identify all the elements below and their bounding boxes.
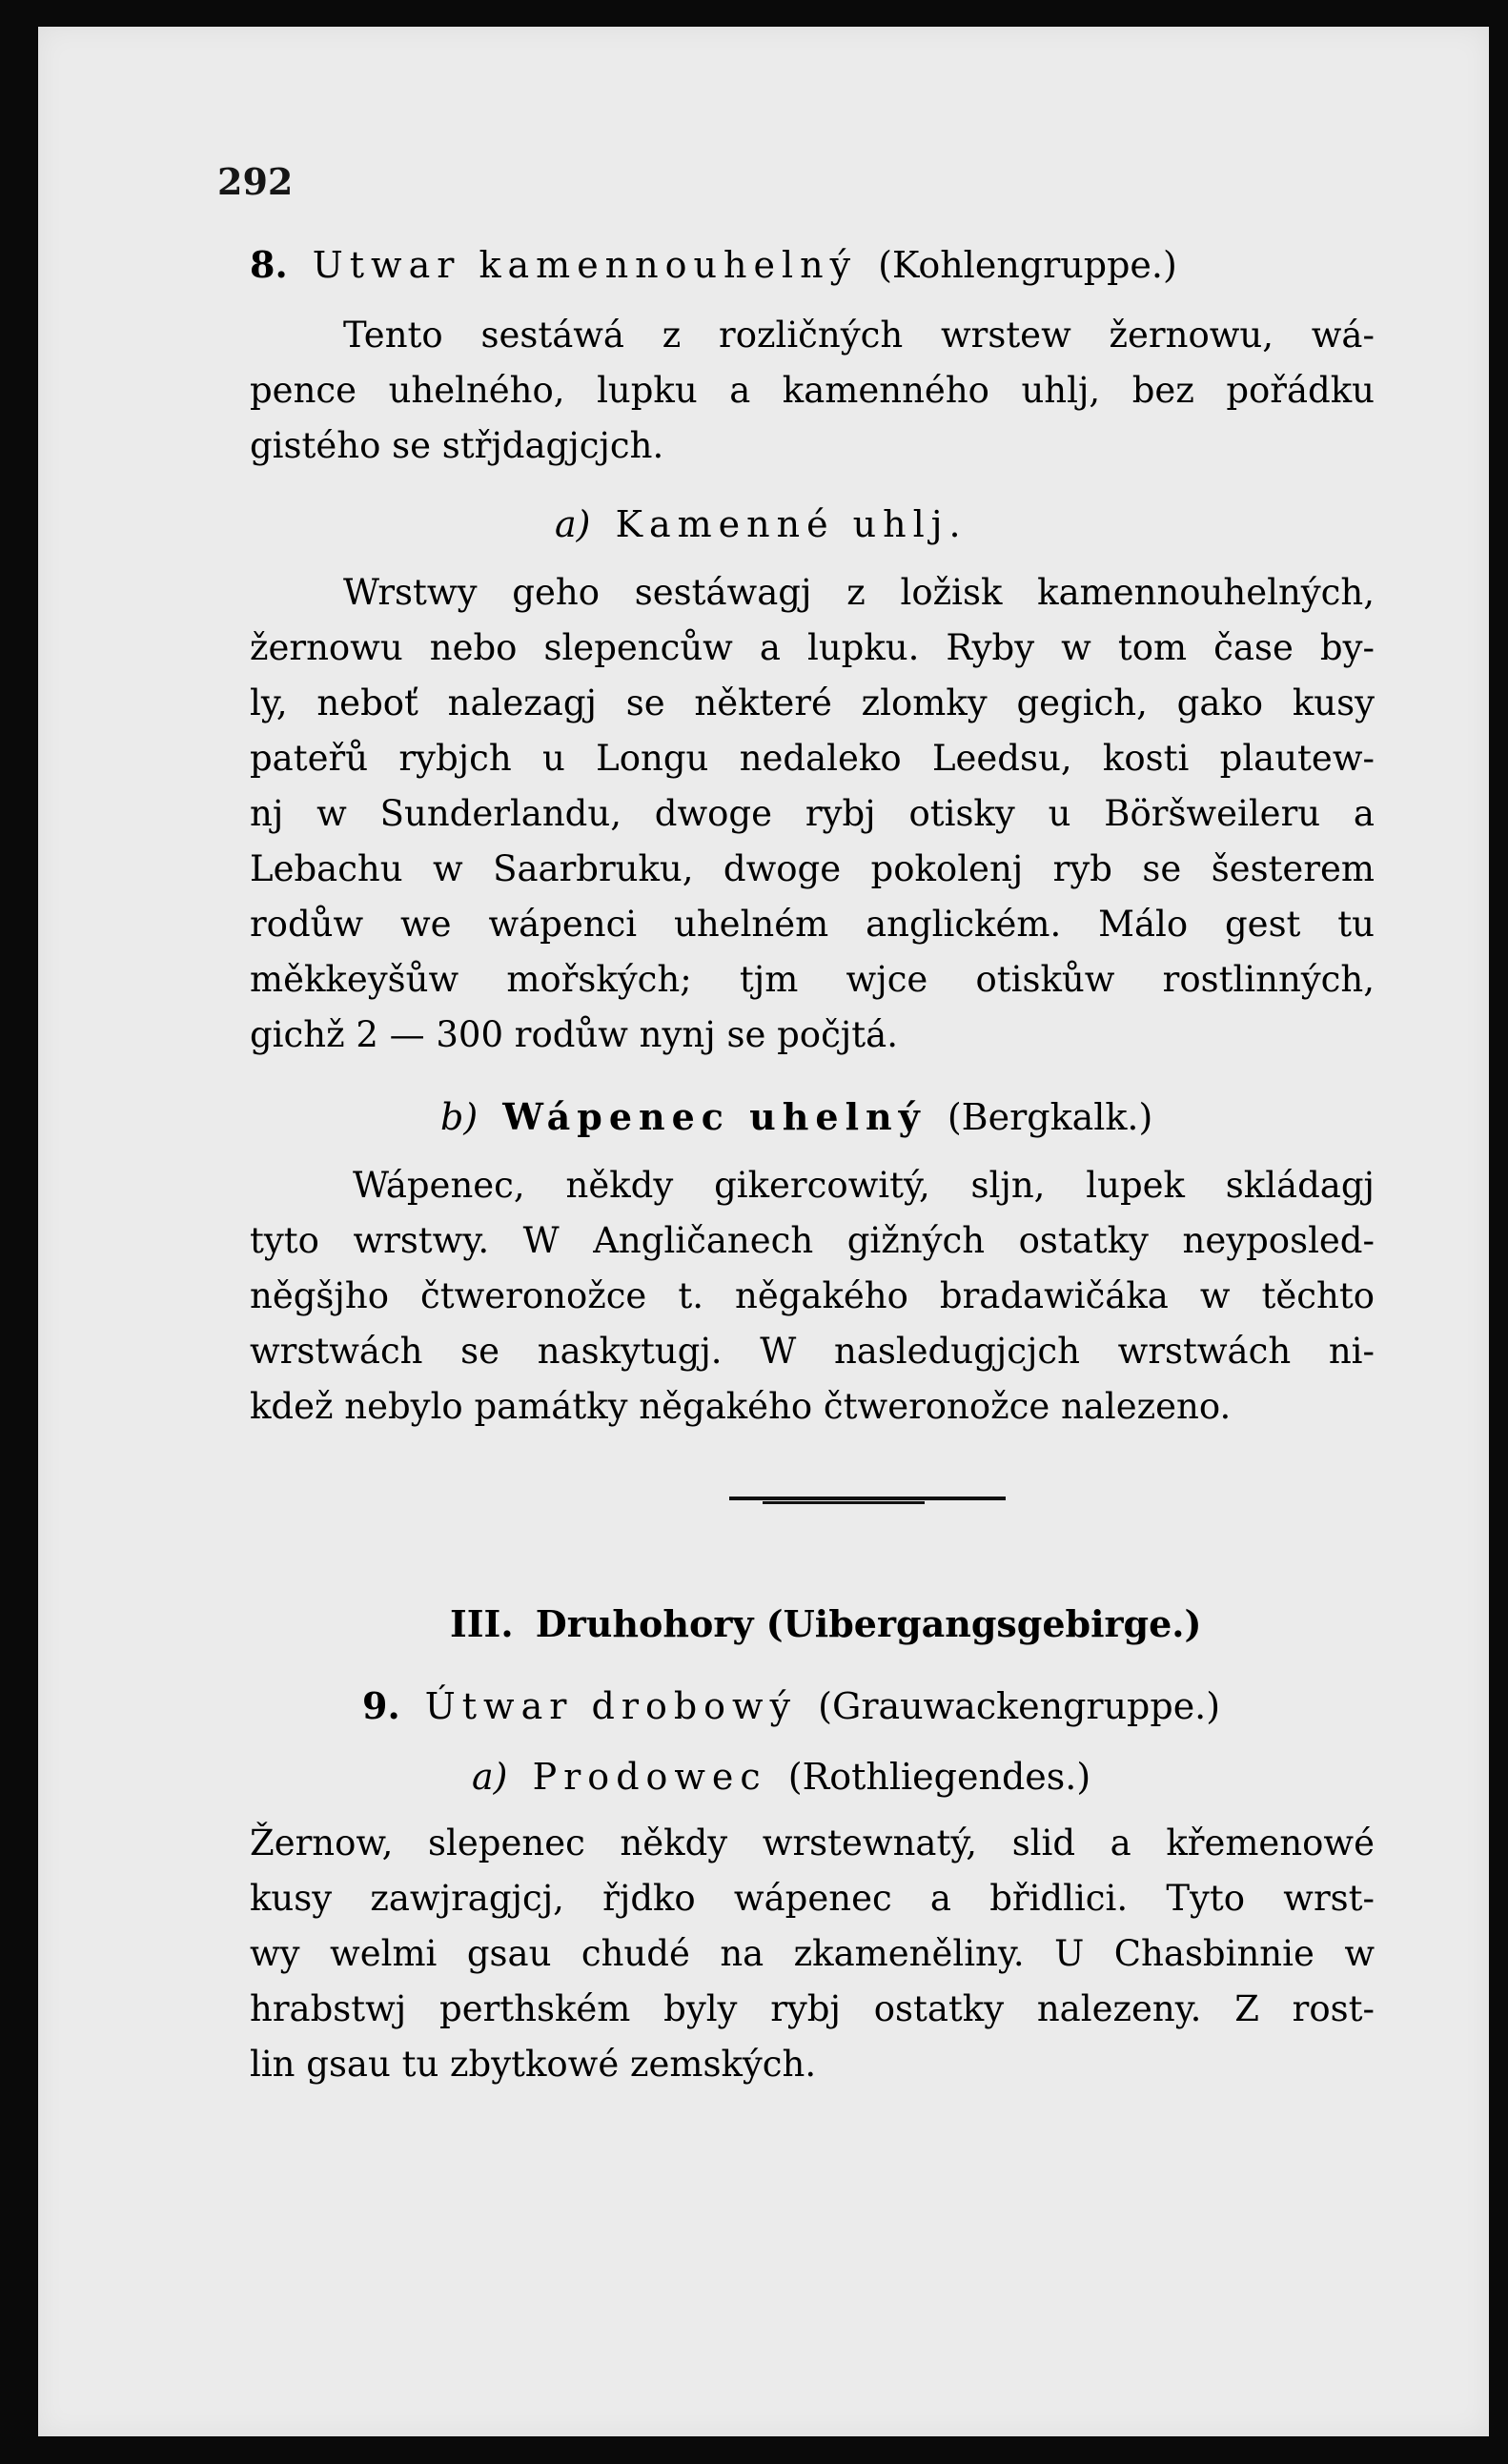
sub-9a-line-3: wy welmi gsau chudé na zkameněliny. U Chasbinnie w: [250, 1933, 1375, 1974]
section-8-number: 8.: [250, 243, 288, 286]
sub-9a-line-1: Žernow, slepenec někdy wrstewnatý, slid a křemenowé: [250, 1823, 1375, 1863]
sub-a-line-3: ly, neboť nalezagj se některé zlomky gegich, gako kusy: [250, 682, 1375, 723]
sub-a-line-7: rodůw we wápenci uhelném anglickém. Málo gest tu: [250, 904, 1375, 945]
sub-9a-line-2: kusy zawjragjcj, řjdko wápenec a břidlici. Tyto wrst-: [250, 1878, 1375, 1919]
section-9-title: Útwar drobowý: [424, 1685, 798, 1727]
part-3-title: Druhohory (Uibergangsgebirge.): [535, 1602, 1202, 1645]
sub-b-line-2: tyto wrstwy. W Angličanech gižných ostatky neyposled-: [250, 1220, 1375, 1261]
page-number: 292: [217, 160, 294, 203]
sub-b-line-5: kdež nebylo památky něgakého čtweronožce nalezeno.: [250, 1386, 1232, 1427]
sub-9a-title-de: (Rothliegendes.): [787, 1756, 1091, 1798]
sub-9a-title: Prodowec: [532, 1756, 767, 1798]
section-divider: [729, 1497, 1006, 1500]
sub-b-line-3: něgšjho čtweronožce t. něgakého bradawičáka w těchto: [250, 1275, 1375, 1316]
sub-a-line-6: Lebachu w Saarbruku, dwoge pokolenj ryb se šesterem: [250, 848, 1375, 889]
sub-9a-letter: a): [472, 1756, 508, 1798]
sub-b-letter: b): [440, 1096, 479, 1138]
sub-a-title: Kamenné uhlj.: [615, 503, 968, 545]
section-9-number: 9.: [362, 1684, 400, 1727]
sub-b-line-1: Wápenec, někdy gikercowitý, sljn, lupek skládagj: [353, 1165, 1375, 1206]
sub-a-line-1: Wrstwy geho sestáwagj z ložisk kamennouhelných,: [343, 572, 1375, 613]
section-9-title-de: (Grauwackengruppe.): [818, 1685, 1221, 1727]
sub-a-line-5: nj w Sunderlandu, dwoge rybj otisky u Böršweileru a: [250, 793, 1375, 834]
sub-b-heading: [440, 1096, 1152, 1138]
sub-a-heading: [555, 503, 968, 545]
section-8-title: Utwar kamennouhelný: [312, 244, 858, 286]
sub-a-letter: a): [555, 503, 591, 545]
section-divider-shadow: [763, 1501, 925, 1504]
section-8-line-3: gistého se střjdagjcjch.: [250, 425, 664, 466]
sub-a-line-9: gichž 2 — 300 rodůw nynj se počjtá.: [250, 1014, 898, 1055]
section-8-line-1: Tento sestáwá z rozličných wrstew žernowu, wá-: [343, 315, 1375, 356]
part-3-number: III.: [450, 1602, 514, 1645]
sub-b-title-de: (Bergkalk.): [947, 1096, 1153, 1138]
sub-9a-line-5: lin gsau tu zbytkowé zemských.: [250, 2044, 817, 2085]
sub-b-line-4: wrstwách se naskytugj. W nasledugjcjch wrstwách ni-: [250, 1331, 1375, 1372]
sub-a-line-2: žernowu nebo slepencůw a lupku. Ryby w tom čase by-: [250, 627, 1375, 668]
section-9-heading: [362, 1685, 1220, 1727]
section-8-line-2: pence uhelného, lupku a kamenného uhlj, bez pořádku: [250, 370, 1375, 411]
sub-9a-heading: [472, 1756, 1090, 1798]
sub-a-line-4: pateřů rybjch u Longu nedaleko Leedsu, kosti plautew-: [250, 738, 1375, 779]
section-8-title-de: (Kohlengruppe.): [878, 244, 1177, 286]
section-8-heading: [250, 244, 1177, 286]
sub-b-title: Wápenec uhelný: [502, 1095, 927, 1138]
sub-9a-line-4: hrabstwj perthském byly rybj ostatky nalezeny. Z rost-: [250, 1988, 1375, 2029]
sub-a-line-8: měkkeyšůw mořských; tjm wjce otiskůw rostlinných,: [250, 959, 1375, 1000]
part-3-heading: [450, 1603, 1202, 1645]
